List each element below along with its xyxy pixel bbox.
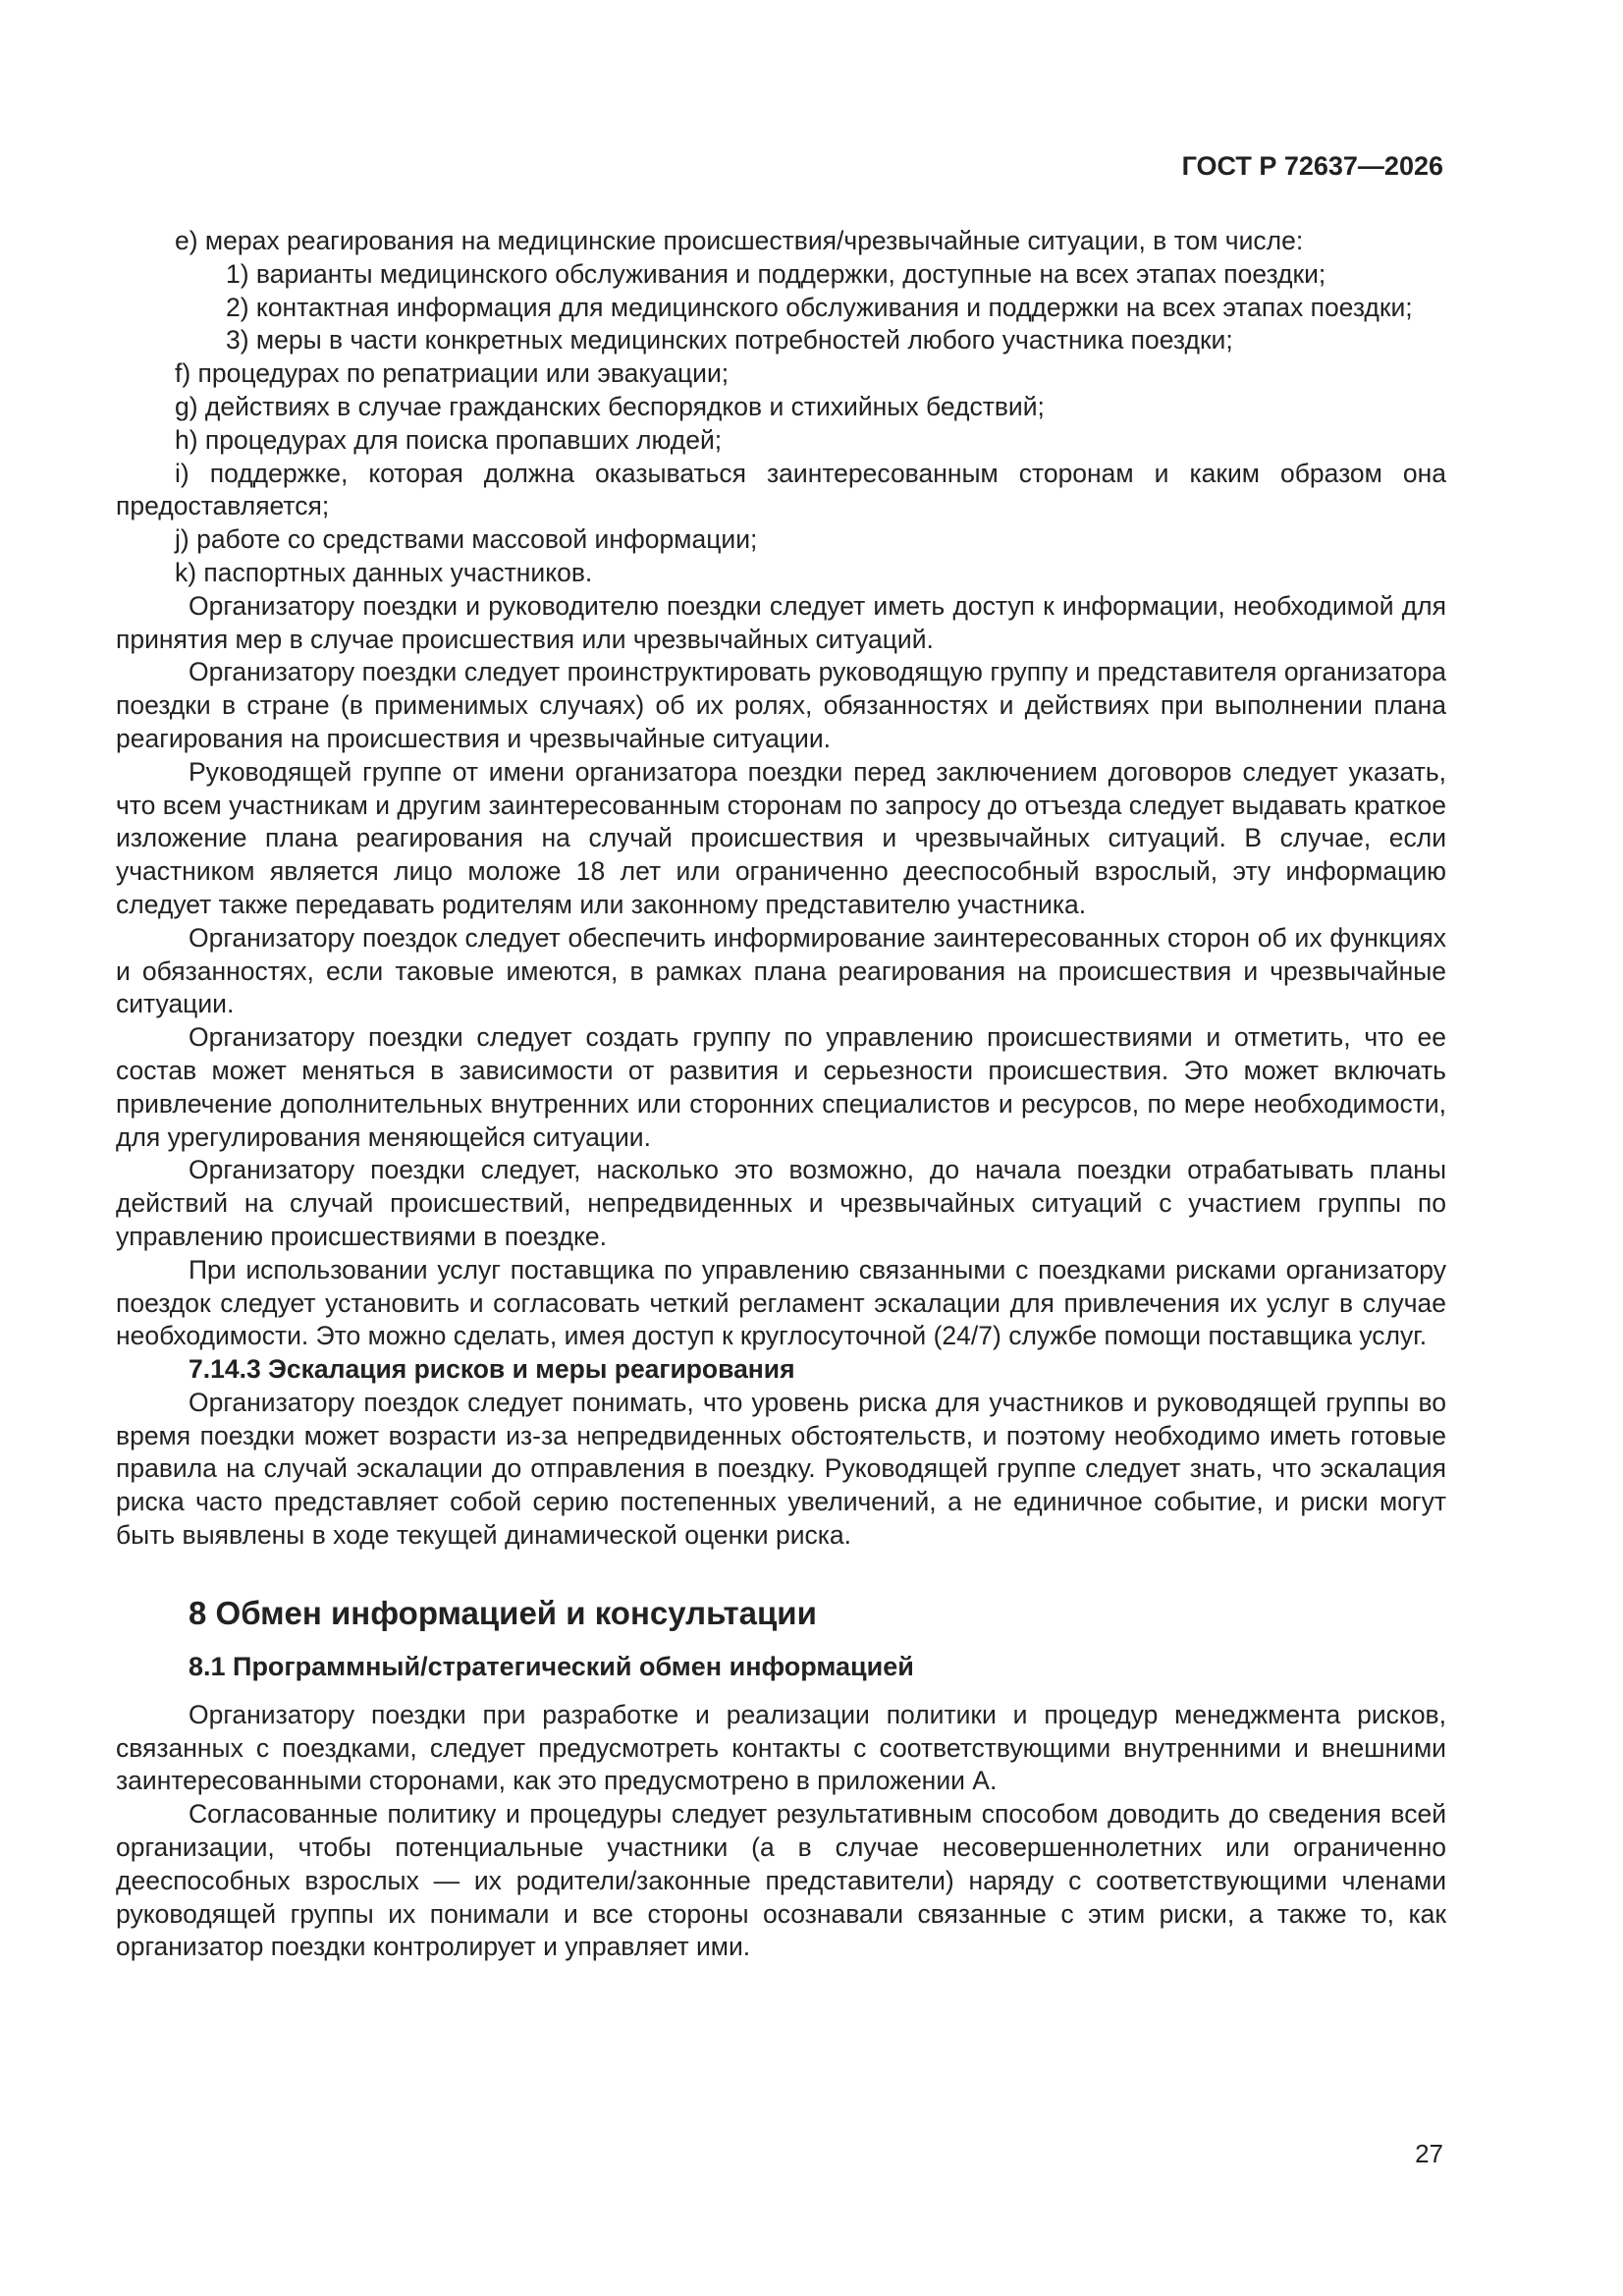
- list-item-j: j) работе со средствами массовой информации;: [175, 524, 758, 555]
- paragraph: Организатору поездки при разработке и реализации политики и процедур менеджмента рисков, связанных с поездками, следует предусмотреть контакты с соответствующими внутренними и внешними заинтересованными сторонами, как это предусмотрено в приложении А.: [116, 1699, 1446, 1796]
- list-item-k: k) паспортных данных участников.: [175, 557, 593, 587]
- subsection-title: 8.1 Программный/стратегический обмен информацией: [189, 1651, 914, 1681]
- document-code: ГОСТ Р 72637—2026: [1181, 151, 1443, 181]
- list-item-e: e) мерах реагирования на медицинские происшествия/чрезвычайные ситуации, в том числе:: [175, 226, 1304, 255]
- paragraph: Руководящей группе от имени организатора поездки перед заключением договоров следует указать, что всем участникам и другим заинтересованным сторонам по запросу до отъезда следует выдавать краткое изложение плана реагирования на случай происшествия и чрезвычайных ситуаций. В случае, если участником является лицо моложе 18 лет или ограниченно дееспособный взрослый, эту информацию следует также передавать родителям или законному представителю участника.: [116, 756, 1446, 919]
- paragraph: Организатору поездки следует создать группу по управлению происшествиями и отметить, что ее состав может меняться в зависимости от развития и серьезности происшествия. Это может включать привлечение дополнительных внутренних или сторонних специалистов и ресурсов, по мере необходимости, для урегулирования меняющейся ситуации.: [116, 1022, 1446, 1152]
- section-title: 8 Обмен информацией и консультации: [189, 1594, 817, 1631]
- subsection-heading: 7.14.3 Эскалация рисков и меры реагирования: [189, 1354, 795, 1385]
- page-number: 27: [1415, 2139, 1443, 2168]
- paragraph: При использовании услуг поставщика по управлению связанными с поездками рисками организатору поездок следует установить и согласовать четкий регламент эскалации для привлечения их услуг в случае необходимости. Это можно сделать, имея доступ к круглосуточной (24/7) службе помощи поставщика услуг.: [116, 1254, 1446, 1351]
- paragraph: Организатору поездок следует понимать, что уровень риска для участников и руководящей группы во время поездки может возрасти из-за непредвиденных обстоятельств, и поэтому необходимо иметь готовые правила на случай эскалации до отправления в поездку. Руководящей группе следует знать, что эскалация риска часто представляет собой серию постепенных увеличений, а не единичное событие, и риски могут быть выявлены в ходе текущей динамической оценки риска.: [116, 1387, 1446, 1551]
- paragraph: Организатору поездки и руководителю поездки следует иметь доступ к информации, необходимой для принятия мер в случае происшествия или чрезвычайных ситуаций.: [116, 590, 1446, 654]
- document-body: [116, 225, 1446, 1964]
- paragraph: Согласованные политику и процедуры следует результативным способом доводить до сведения всей организации, чтобы потенциальные участники (а в случае несовершеннолетних или ограниченно дееспособных взрослых — их родители/законные представители) наряду с соответствующими членами руководящей группы их понимали и все стороны осознавали связанные с этим риски, а также то, как организатор поездки контролирует и управляет ими.: [116, 1799, 1446, 1962]
- list-item-e-2: 2) контактная информация для медицинского обслуживания и поддержки на всех этапах поездки;: [226, 292, 1413, 322]
- list-item-f: f) процедурах по репатриации или эвакуации;: [175, 358, 730, 389]
- paragraph: Организатору поездки следует, насколько это возможно, до начала поездки отрабатывать планы действий на случай происшествий, непредвиденных и чрезвычайных ситуаций с участием группы по управлению происшествиями в поездке.: [116, 1155, 1446, 1251]
- list-item-g: g) действиях в случае гражданских беспорядков и стихийных бедствий;: [175, 391, 1045, 421]
- paragraph: Организатору поездки следует проинструктировать руководящую группу и представителя организатора поездки в стране (в применимых случаях) об их ролях, обязанностях и действиях при выполнении плана реагирования на происшествия и чрезвычайные ситуации.: [116, 657, 1446, 753]
- list-item-h: h) процедурах для поиска пропавших людей;: [175, 424, 723, 455]
- list-item-e-1: 1) варианты медицинского обслуживания и поддержки, доступные на всех этапах поездки;: [226, 258, 1326, 289]
- list-item-e-3: 3) меры в части конкретных медицинских потребностей любого участника поездки;: [226, 325, 1233, 355]
- paragraph: Организатору поездок следует обеспечить информирование заинтересованных сторон об их функциях и обязанностях, если таковые имеются, в рамках плана реагирования на происшествия и чрезвычайные ситуации.: [116, 922, 1446, 1019]
- list-item-i: i) поддержке, которая должна оказываться заинтересованным сторонам и каким образом она предоставляется;: [116, 458, 1446, 521]
